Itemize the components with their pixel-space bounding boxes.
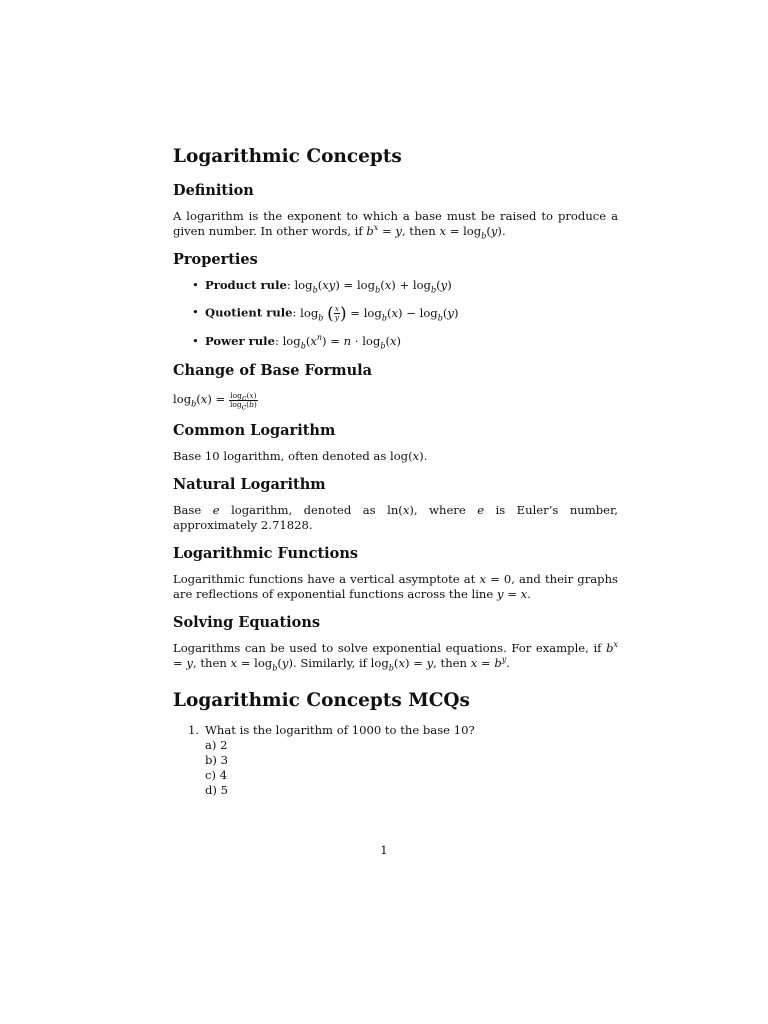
list-item: • Quotient rule: $\log_b$ ( $\frac{x}{y}$ ) = $\log_b(x) - \log_b(y)$ [173, 305, 618, 322]
option-d: d) 5 [205, 783, 229, 797]
common-logarithm-paragraph: Base 10 logarithm, often denoted as log(x). [173, 449, 428, 463]
heading-solving-equations: Solving Equations [173, 614, 321, 631]
natural-logarithm-paragraph: Base e logarithm, denoted as ln(x), where e is Euler’s number, approximately 2.71828. [173, 503, 618, 532]
change-of-base-formula: $\log_b(x)$ = $\frac{\log_c(x)}{\log_c(b)}$ [173, 390, 257, 411]
definition-paragraph: A logarithm is the exponent to which a base must be raised to produce a given number. In other words, if $b^x = y$, then $x = \log_b(y)$. [173, 209, 618, 241]
logarithmic-functions-paragraph: Logarithmic functions have a vertical asymptote at x = 0, and their graphs are reflections of exponential functions across the line y = x. [173, 572, 618, 601]
product-rule-label: Product rule [205, 278, 287, 292]
heading-definition: Definition [173, 182, 254, 199]
quotient-rule-label: Quotient rule [205, 305, 293, 320]
heading-properties: Properties [173, 251, 258, 268]
page-content [173, 145, 618, 798]
solving-equations-paragraph: Logarithms can be used to solve exponential equations. For example, if $b^x = y$, then $x = \log_b(y)$. Similarly, if $\log_b(x) = y$, then $x = b^y$. [173, 640, 618, 673]
heading-change-of-base: Change of Base Formula [173, 362, 373, 379]
option-c: c) 4 [205, 768, 228, 782]
option-a: a) 2 [205, 738, 228, 752]
list-item: • Power rule: $\log_b(x^n) = n \cdot \log_b(x)$ [173, 334, 618, 349]
mcq-title: Logarithmic Concepts MCQs [173, 690, 470, 711]
question-text: What is the logarithm of 1000 to the base 10? [205, 723, 475, 737]
options-list [205, 738, 618, 798]
mcq-question [173, 723, 618, 798]
list-item: • Product rule: $\log_b(xy) = \log_b(x) + \log_b(y)$ [173, 278, 618, 293]
heading-natural-logarithm: Natural Logarithm [173, 476, 326, 493]
page-title: Logarithmic Concepts [173, 146, 402, 167]
option-b: b) 3 [205, 753, 229, 767]
mcq-list [173, 723, 618, 798]
page-number: 1 [380, 843, 388, 857]
power-rule-label: Power rule [205, 334, 275, 348]
question-number: 1. [188, 723, 200, 737]
heading-common-logarithm: Common Logarithm [173, 422, 336, 439]
heading-logarithmic-functions: Logarithmic Functions [173, 545, 359, 562]
properties-list [173, 278, 618, 349]
